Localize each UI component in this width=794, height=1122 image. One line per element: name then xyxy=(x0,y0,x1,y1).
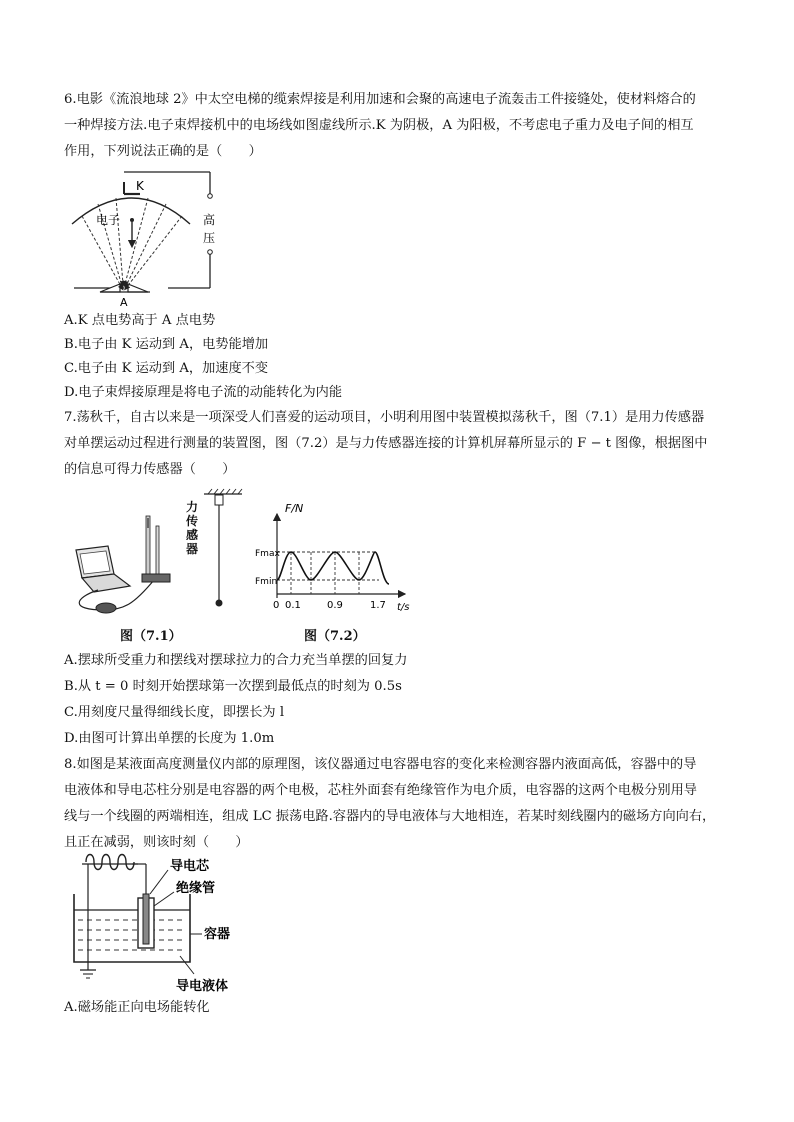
q8-option-a: A.磁场能正向电场能转化 xyxy=(64,1000,210,1015)
force-sensor-label xyxy=(186,500,200,556)
sensor-char-3: 感 xyxy=(186,528,199,542)
q8-stem-line-2: 电液体和导电芯柱分别是电容器的两个电极，芯柱外面套有绝缘管作为电介质，电容器的这两个电极分别用导 xyxy=(64,783,697,798)
container-label: 容器 xyxy=(204,927,231,942)
insulating-tube-label: 绝缘管 xyxy=(176,881,216,896)
q6-option-a: A.K 点电势高于 A 点电势 xyxy=(64,313,216,328)
tick-0-9: 0.9 xyxy=(327,600,343,611)
q6-stem-line-2: 一种焊接方法.电子束焊接机中的电场线如图虚线所示.K 为阴极，A 为阳极，不考虑电子重力及电子间的相互 xyxy=(64,118,694,133)
x-axis-label: t/s xyxy=(397,602,410,613)
q8-stem-line-3: 线与一个线圈的两端相连，组成 LC 振荡电路.容器内的导电液体与大地相连，若某时刻线圈内的磁场方向向右， xyxy=(64,809,716,824)
q6-option-b: B.电子由 K 运动到 A，电势能增加 xyxy=(64,337,269,352)
q7-option-c: C.用刻度尺量得细线长度，即摆长为 l xyxy=(64,705,285,720)
q7-option-d: D.由图可计算出单摆的长度为 1.0m xyxy=(64,731,275,746)
tick-0-1: 0.1 xyxy=(285,600,301,611)
conductive-liquid-label: 导电液体 xyxy=(176,979,229,994)
q7-stem-line-1: 7.荡秋千，自古以来是一项深受人们喜爱的运动项目，小明利用图中装置模拟荡秋千，图（7.1）是用力传感器 xyxy=(64,410,705,425)
q6-option-c: C.电子由 K 运动到 A，加速度不变 xyxy=(64,361,269,376)
cathode-label: K xyxy=(136,179,144,193)
q7-option-a: A.摆球所受重力和摆线对摆球拉力的合力充当单摆的回复力 xyxy=(64,653,408,668)
fmax-label: Fmax xyxy=(255,549,280,559)
q6-option-d: D.电子束焊接原理是将电子流的动能转化为内能 xyxy=(64,385,343,400)
sensor-char-2: 传 xyxy=(186,514,199,528)
q8-stem-line-1: 8.如图是某液面高度测量仪内部的原理图，该仪器通过电容器电容的变化来检测容器内液面高低，容器中的导 xyxy=(64,757,697,772)
q8-stem-line-4: 且正在减弱，则该时刻（ ） xyxy=(64,835,249,850)
fmin-label: Fmin xyxy=(255,577,278,587)
figure-7-1-caption: 图（7.1） xyxy=(120,629,182,644)
tick-1-7: 1.7 xyxy=(370,600,386,611)
figure-7-2-caption: 图（7.2） xyxy=(304,629,366,644)
sensor-char-1: 力 xyxy=(186,500,199,514)
tick-0: 0 xyxy=(273,600,280,611)
q6-stem-line-3: 作用，下列说法正确的是（ ） xyxy=(64,144,262,159)
force-time-graph xyxy=(255,494,415,620)
q7-stem-line-2: 对单摆运动过程进行测量的装置图，图（7.2）是与力传感器连接的计算机屏幕所显示的 F − t 图像，根据图中 xyxy=(64,436,708,451)
conductive-core-label: 导电芯 xyxy=(170,859,210,874)
q7-stem-line-3: 的信息可得力传感器（ ） xyxy=(64,462,236,477)
electron-beam-welder-figure xyxy=(60,164,230,308)
liquid-level-gauge-figure xyxy=(64,850,254,996)
y-axis-label: F/N xyxy=(285,502,304,515)
high-voltage-label-1: 高 xyxy=(203,213,216,227)
sensor-char-4: 器 xyxy=(186,542,199,556)
electron-label: 电子 xyxy=(96,213,121,227)
anode-label: A xyxy=(120,296,128,308)
high-voltage-label-2: 压 xyxy=(203,231,216,245)
q7-option-b: B.从 t = 0 时刻开始摆球第一次摆到最低点的时刻为 0.5s xyxy=(64,679,402,694)
q6-stem-line-1: 6.电影《流浪地球 2》中太空电梯的缆索焊接是利用加速和会聚的高速电子流轰击工件接缝处，使材料熔合的 xyxy=(64,92,696,107)
